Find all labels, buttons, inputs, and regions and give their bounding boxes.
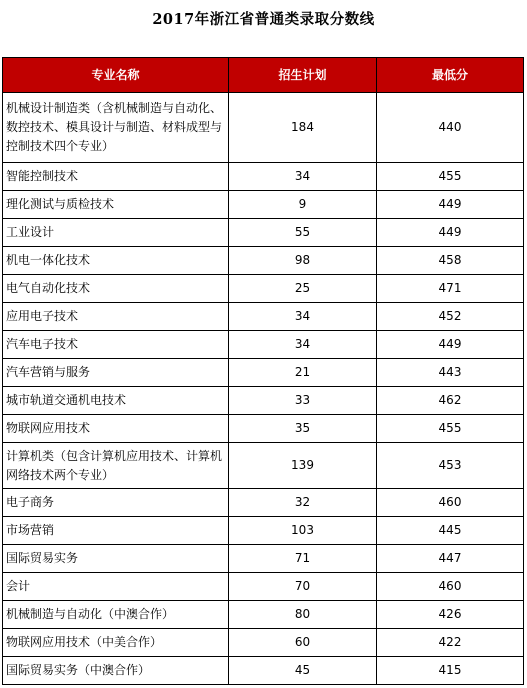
plan-cell: 32 [229, 489, 377, 517]
plan-cell: 55 [229, 219, 377, 247]
major-name-cell: 机械制造与自动化（中澳合作） [3, 601, 229, 629]
major-name-cell: 计算机类（包含计算机应用技术、计算机网络技术两个专业） [3, 443, 229, 489]
header-plan: 招生计划 [229, 58, 377, 93]
min-score-cell: 449 [377, 331, 524, 359]
table-row [3, 163, 524, 191]
table-row [3, 303, 524, 331]
table-row [3, 93, 524, 163]
table-row [3, 247, 524, 275]
min-score-cell: 462 [377, 387, 524, 415]
table-row [3, 331, 524, 359]
plan-cell: 60 [229, 629, 377, 657]
table-row [3, 517, 524, 545]
min-score-cell: 455 [377, 415, 524, 443]
table-row [3, 415, 524, 443]
header-min-score: 最低分 [377, 58, 524, 93]
major-name-cell: 物联网应用技术（中美合作） [3, 629, 229, 657]
table-row [3, 275, 524, 303]
plan-cell: 80 [229, 601, 377, 629]
plan-cell: 35 [229, 415, 377, 443]
major-name-cell: 物联网应用技术 [3, 415, 229, 443]
major-name-cell: 汽车营销与服务 [3, 359, 229, 387]
plan-cell: 33 [229, 387, 377, 415]
table-row [3, 387, 524, 415]
min-score-cell: 447 [377, 545, 524, 573]
min-score-cell: 458 [377, 247, 524, 275]
plan-cell: 25 [229, 275, 377, 303]
min-score-cell: 415 [377, 657, 524, 685]
header-major: 专业名称 [3, 58, 229, 93]
major-name-cell: 应用电子技术 [3, 303, 229, 331]
plan-cell: 71 [229, 545, 377, 573]
min-score-cell: 422 [377, 629, 524, 657]
score-table [2, 57, 524, 685]
min-score-cell: 460 [377, 489, 524, 517]
min-score-cell: 455 [377, 163, 524, 191]
page-title: 2017年浙江省普通类录取分数线 [152, 11, 375, 28]
major-name-cell: 机械设计制造类（含机械制造与自动化、数控技术、模具设计与制造、材料成型与控制技术四个专业） [3, 93, 229, 163]
table-row [3, 601, 524, 629]
table-row [3, 219, 524, 247]
major-name-cell: 智能控制技术 [3, 163, 229, 191]
table-row [3, 191, 524, 219]
major-name-cell: 市场营销 [3, 517, 229, 545]
min-score-cell: 449 [377, 219, 524, 247]
min-score-cell: 443 [377, 359, 524, 387]
table-body [3, 93, 524, 685]
table-row [3, 657, 524, 685]
major-name-cell: 会计 [3, 573, 229, 601]
table-row [3, 545, 524, 573]
plan-cell: 70 [229, 573, 377, 601]
plan-cell: 103 [229, 517, 377, 545]
table-header-row [3, 58, 524, 93]
min-score-cell: 453 [377, 443, 524, 489]
plan-cell: 34 [229, 163, 377, 191]
plan-cell: 184 [229, 93, 377, 163]
major-name-cell: 汽车电子技术 [3, 331, 229, 359]
plan-cell: 9 [229, 191, 377, 219]
min-score-cell: 426 [377, 601, 524, 629]
major-name-cell: 国际贸易实务（中澳合作） [3, 657, 229, 685]
min-score-cell: 460 [377, 573, 524, 601]
plan-cell: 98 [229, 247, 377, 275]
plan-cell: 45 [229, 657, 377, 685]
major-name-cell: 城市轨道交通机电技术 [3, 387, 229, 415]
min-score-cell: 452 [377, 303, 524, 331]
table-row [3, 489, 524, 517]
table-row [3, 629, 524, 657]
min-score-cell: 449 [377, 191, 524, 219]
plan-cell: 21 [229, 359, 377, 387]
plan-cell: 34 [229, 303, 377, 331]
major-name-cell: 国际贸易实务 [3, 545, 229, 573]
table-row [3, 359, 524, 387]
plan-cell: 139 [229, 443, 377, 489]
min-score-cell: 471 [377, 275, 524, 303]
major-name-cell: 电气自动化技术 [3, 275, 229, 303]
table-row [3, 443, 524, 489]
plan-cell: 34 [229, 331, 377, 359]
major-name-cell: 电子商务 [3, 489, 229, 517]
min-score-cell: 445 [377, 517, 524, 545]
major-name-cell: 机电一体化技术 [3, 247, 229, 275]
min-score-cell: 440 [377, 93, 524, 163]
major-name-cell: 理化测试与质检技术 [3, 191, 229, 219]
major-name-cell: 工业设计 [3, 219, 229, 247]
table-row [3, 573, 524, 601]
